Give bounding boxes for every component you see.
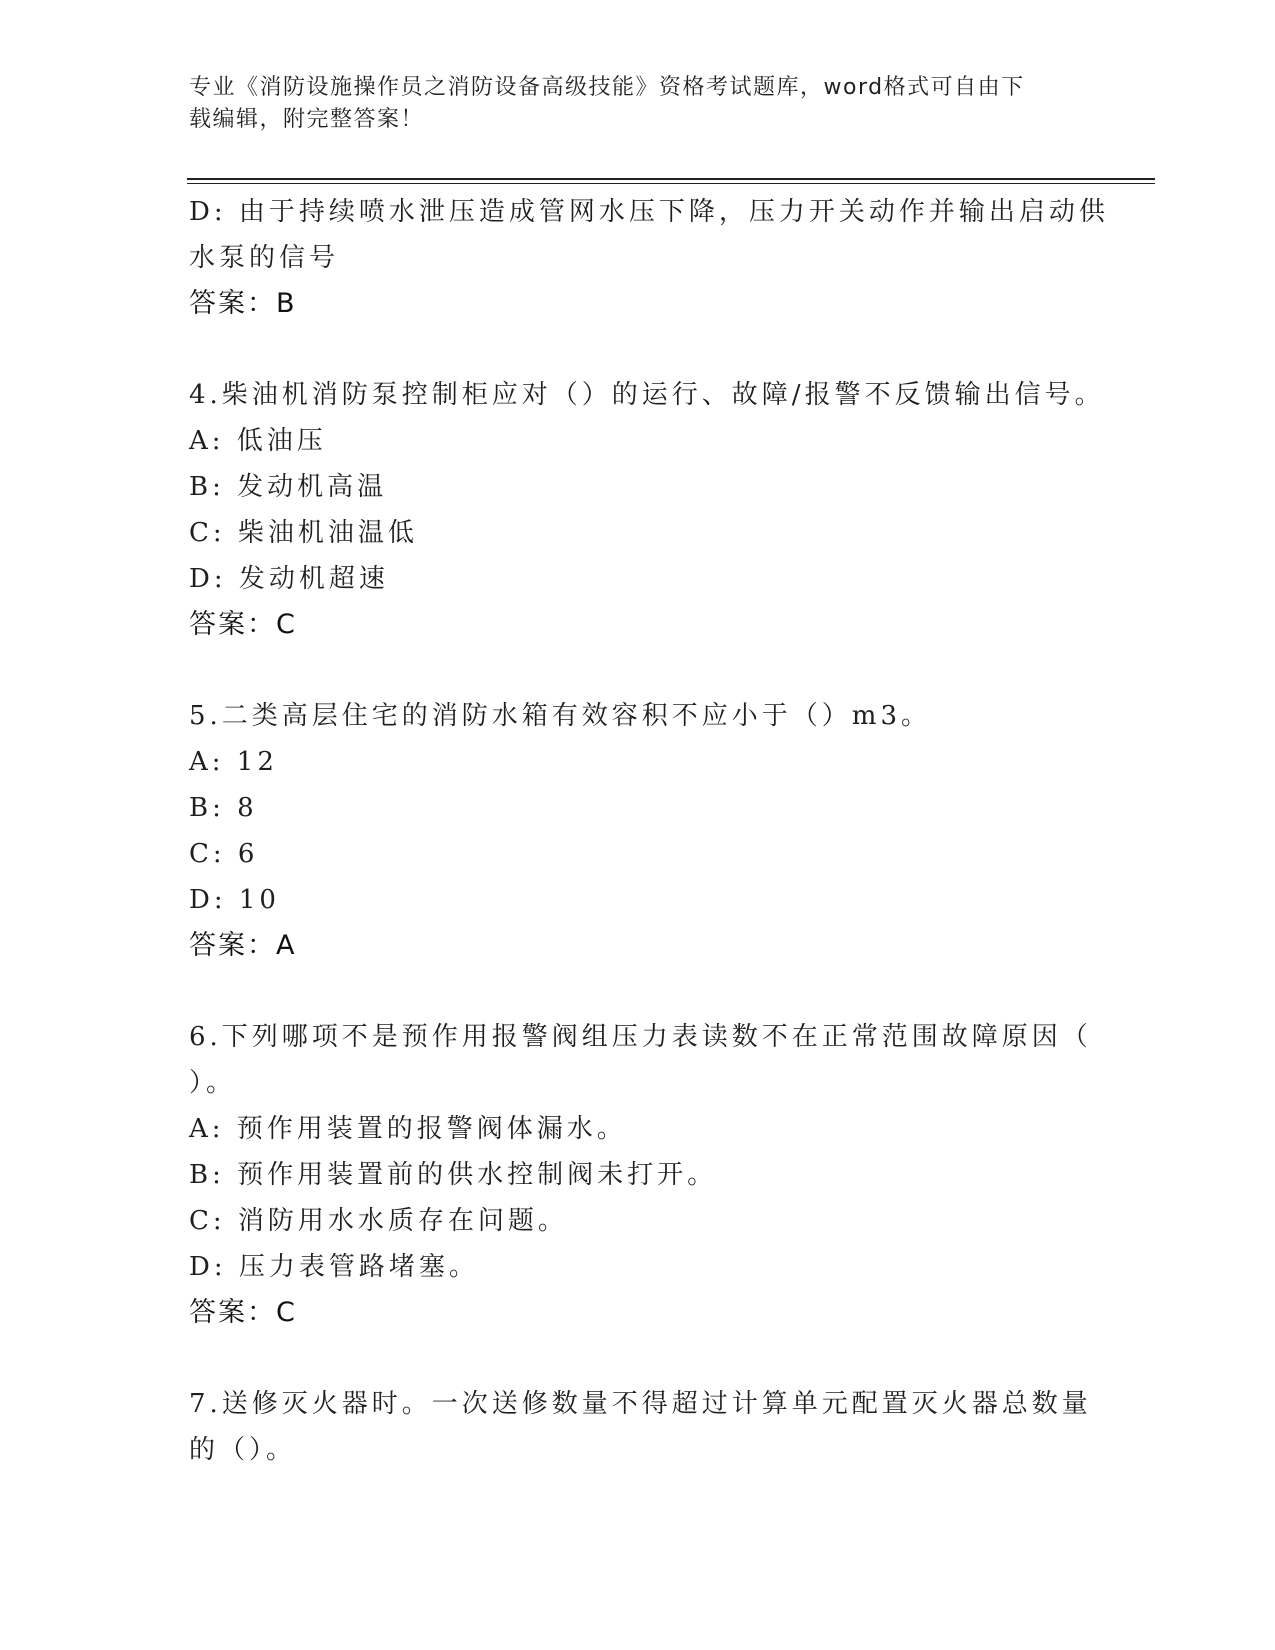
option-b: B: 预作用装置前的供水控制阀未打开。 [189, 1160, 718, 1190]
option-a: A: 12 [189, 747, 278, 777]
spacer [189, 969, 1089, 1014]
question-stem: 7.送修灭火器时。一次送修数量不得超过计算单元配置灭火器总数量 [189, 1389, 1092, 1419]
question-stem-continued: ）。 [189, 1068, 237, 1098]
question-7 [189, 1381, 1092, 1473]
header-rule-thin [187, 183, 1155, 184]
question-5 [189, 693, 1089, 969]
option-c: C: 6 [189, 839, 259, 869]
option-a: A: 低油压 [189, 426, 327, 456]
question-6 [189, 1014, 1092, 1336]
answer: 答案：A [189, 930, 297, 961]
option-d: D: 压力表管路堵塞。 [189, 1252, 479, 1282]
header-line-1: 专业《消防设施操作员之消防设备高级技能》资格考试题库，word格式可自由下 [189, 75, 1025, 100]
header-rule-thick [187, 178, 1155, 180]
question-content [189, 189, 1109, 1473]
option-b: B: 发动机高温 [189, 472, 388, 502]
question-3-tail [189, 189, 1109, 327]
answer: 答案：B [189, 288, 297, 319]
answer: 答案：C [189, 1297, 297, 1328]
question-4 [189, 372, 1105, 648]
question-stem-continued: 的（）。 [189, 1435, 297, 1465]
option-d: D: 由于持续喷水泄压造成管网水压下降，压力开关动作并输出启动供 [189, 197, 1109, 227]
option-d-continued: 水泵的信号 [189, 243, 340, 273]
option-c: C: 柴油机油温低 [189, 518, 418, 548]
spacer [189, 1336, 1089, 1381]
option-c: C: 消防用水水质存在问题。 [189, 1206, 568, 1236]
question-stem: 5.二类高层住宅的消防水箱有效容积不应小于（）m3。 [189, 701, 932, 731]
option-b: B: 8 [189, 793, 258, 823]
header-line-2: 载编辑，附完整答案！ [189, 107, 425, 132]
option-d: D: 发动机超速 [189, 564, 389, 594]
spacer [189, 648, 1089, 693]
spacer [189, 327, 1089, 372]
question-stem: 6.下列哪项不是预作用报警阀组压力表读数不在正常范围故障原因（ [189, 1022, 1092, 1052]
document-header [189, 72, 1089, 136]
question-stem: 4.柴油机消防泵控制柜应对（）的运行、故障/报警不反馈输出信号。 [189, 380, 1105, 410]
option-a: A: 预作用装置的报警阀体漏水。 [189, 1114, 627, 1144]
answer: 答案：C [189, 609, 297, 640]
option-d: D: 10 [189, 885, 280, 915]
